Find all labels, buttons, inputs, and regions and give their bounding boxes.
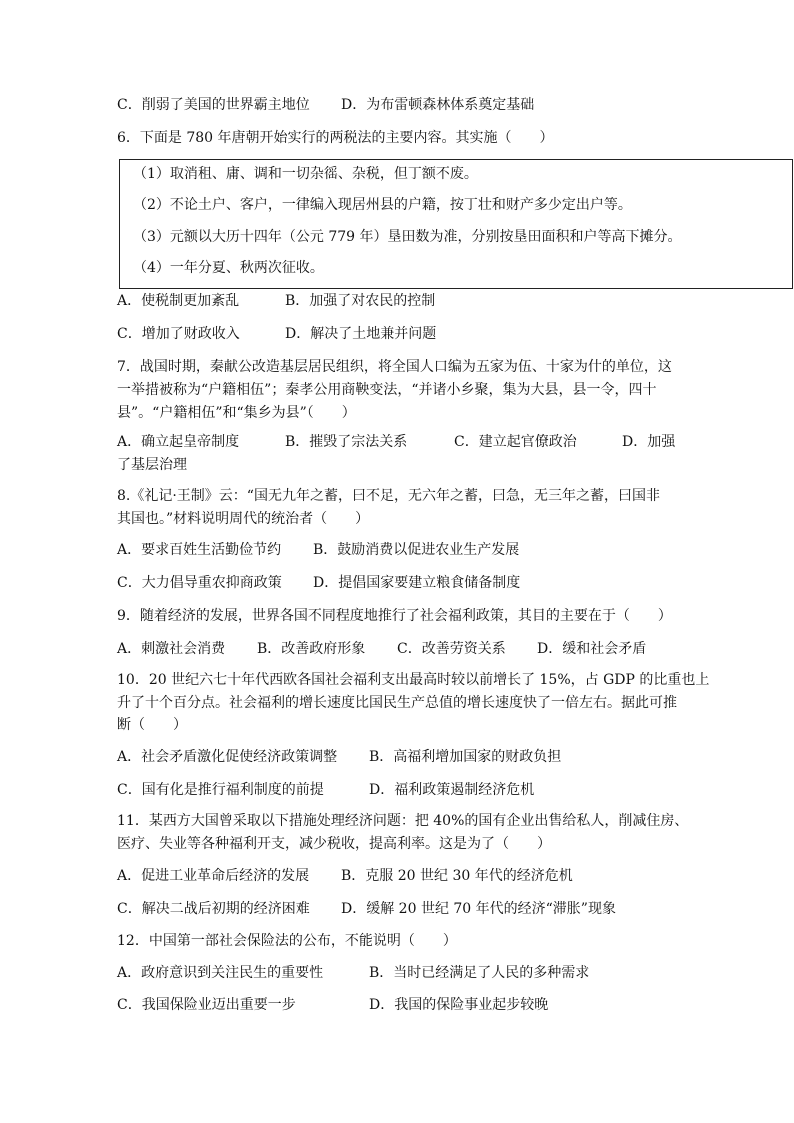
q10-option-a: A．社会矛盾激化促使经济政策调整 [117,749,338,765]
q9-option-c: C．改善劳资关系 [397,641,506,657]
q12-option-a: A．政府意识到关注民生的重要性 [117,965,324,981]
q9-stem: 9．随着经济的发展，世界各国不同程度地推行了社会福利政策，其目的主要在于（ ） [117,608,672,624]
q11-option-a: A．促进工业革命后经济的发展 [117,868,310,884]
q7-stem-line-3: 县”。“户籍相伍”和“集乡为县”（ ） [117,405,356,421]
q11-stem-line-2: 医疗、失业等各种福利开支，减少税收，提高利率。这是为了（ ） [117,836,551,852]
q6-material-box [119,159,793,289]
q11-option-d: D．缓解 20 世纪 70 年代的经济“滞胀”现象 [341,901,616,917]
q6-material-line-3: （3）元额以大历十四年（公元 779 年）垦田数为准，分别按垦田面积和户等高下摊分。 [133,229,682,245]
q7-option-a: A．确立起皇帝制度 [117,434,240,450]
q10-stem-line-1: 10．20 世纪六七十年代西欧各国社会福利支出最高时较以前增长了 15%，占 GDP 的比重也上 [117,672,710,688]
q8-stem-line-1: 8.《礼记·王制》云：“国无九年之蓄，曰不足，无六年之蓄，曰急，无三年之蓄，曰国非 [117,488,660,504]
q6-option-c: C．增加了财政收入 [117,326,240,342]
q6-option-d: D．解决了土地兼并问题 [285,326,437,342]
q7-stem-line-2: 一举措被称为“户籍相伍”；秦孝公用商鞅变法，“并诸小乡聚，集为大县，县一令，四十 [117,382,657,398]
q10-stem-line-2: 升了十个百分点。社会福利的增长速度比国民生产总值的增长速度快了一倍左右。据此可推 [117,695,677,711]
q6-option-b: B．加强了对农民的控制 [285,293,436,309]
q7-stem-line-1: 7．战国时期，秦献公改造基层居民组织，将全国人口编为五家为伍、十家为什的单位，这 [117,359,672,375]
q8-option-d: D．提倡国家要建立粮食储备制度 [313,575,521,591]
q6-material-line-1: （1）取消租、庸、调和一切杂徭、杂税，但丁额不废。 [133,166,478,182]
q9-option-a: A．刺激社会消费 [117,641,226,657]
q11-option-c: C．解决二战后初期的经济困难 [117,901,310,917]
q6-material-line-2: （2）不论土户、客户，一律编入现居州县的户籍，按丁壮和财产多少定出户等。 [133,197,632,213]
q12-stem: 12．中国第一部社会保险法的公布，不能说明（ ） [117,933,457,949]
q7-option-d-continued: 了基层治理 [117,457,187,473]
q11-option-b: B．克服 20 世纪 30 年代的经济危机 [341,868,573,884]
q12-option-d: D．我国的保险事业起步较晚 [369,997,549,1013]
q7-option-b: B．摧毁了宗法关系 [285,434,408,450]
q6-option-a: A．使税制更加紊乱 [117,293,240,309]
q10-option-b: B．高福利增加国家的财政负担 [369,749,562,765]
q8-option-b: B．鼓励消费以促进农业生产发展 [313,542,520,558]
q7-option-c: C．建立起官僚政治 [454,434,577,450]
q9-option-b: B．改善政府形象 [257,641,366,657]
q10-stem-line-3: 断（ ） [117,717,187,733]
q11-stem-line-1: 11．某西方大国曾采取以下措施处理经济问题：把 40%的国有企业出售给私人，削减住房、 [117,813,689,829]
q7-option-d: D．加强 [622,434,676,450]
q12-option-b: B．当时已经满足了人民的多种需求 [369,965,590,981]
q8-stem-line-2: 其国也。”材料说明周代的统治者（ ） [117,511,370,527]
q10-option-c: C．国有化是推行福利制度的前提 [117,782,324,798]
q8-option-a: A．要求百姓生活勤俭节约 [117,542,282,558]
q6-stem: 6．下面是 780 年唐朝开始实行的两税法的主要内容。其实施（ ） [117,130,554,146]
q5-option-d: D．为布雷顿森林体系奠定基础 [341,97,535,113]
q6-material-line-4: （4）一年分夏、秋两次征收。 [133,260,324,276]
q9-option-d: D．缓和社会矛盾 [537,641,647,657]
q10-option-d: D．福利政策遏制经济危机 [369,782,535,798]
q5-option-c: C．削弱了美国的世界霸主地位 [117,97,310,113]
q8-option-c: C．大力倡导重农抑商政策 [117,575,282,591]
q12-option-c: C．我国保险业迈出重要一步 [117,997,296,1013]
